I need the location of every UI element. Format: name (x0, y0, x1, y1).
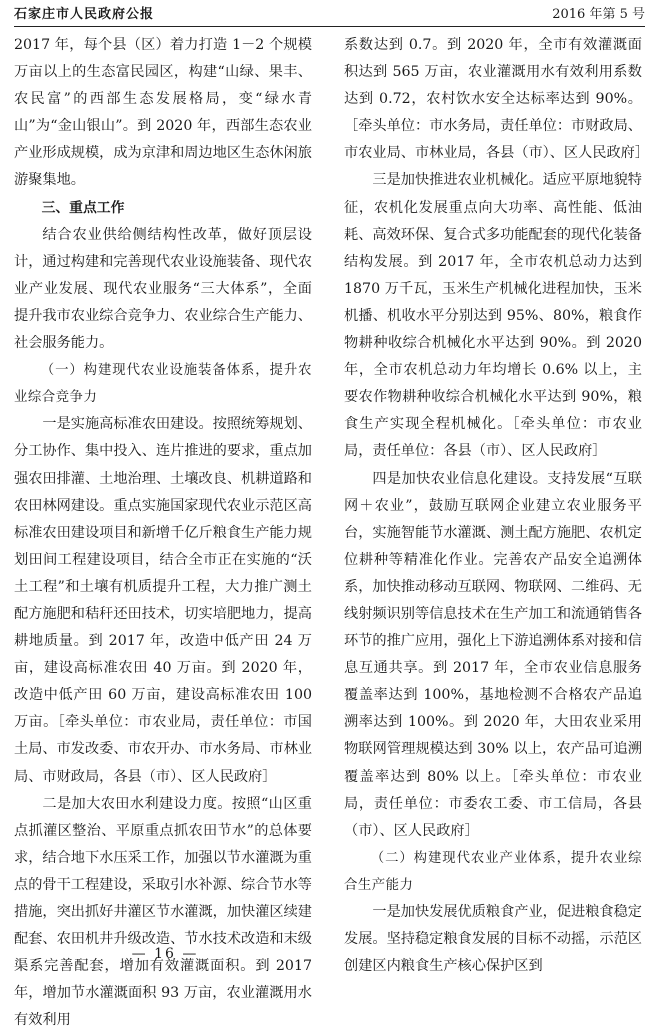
paragraph: 四是加快农业信息化建设。支持发展“互联网＋农业”，鼓励互联网企业建立农业服务平台，实施智能节水灌溉、测土配方施肥、农机定位耕种等精准化作业。完善农产品安全追溯体系，加快推动移动互联网、物联网、二维码、无线射频识别等信息技术在生产加工和流通销售各环节的推广应用，强化上下游追溯体系对接和信息互通共享。到 2017 年，全市农业信息服务覆盖率达到 100%，基地检测不合格农产品追溯率达到 100%。到 2020 年，大田农业采用物联网管理规模达到 30% 以上，农产品可追溯覆盖率达到 80% 以上。［牵头单位：市农业局，责任单位：市委农工委、市工信局，各县（市）、区人民政府］ (344, 470, 642, 839)
paragraph: 2017 年，每个县（区）着力打造 1－2 个规模万亩以上的生态富民园区，构建“山绿、果丰、农民富”的西部生态发展格局，变“绿水青山”为“金山银山”。到 2020 年，西部生态农业产业形成规模，成为京津和周边地区生态休闲旅游聚集地。 (14, 37, 312, 189)
section-heading: 三、重点工作 (41, 199, 125, 216)
page-header (14, 4, 645, 27)
paragraph: 二是加大农田水利建设力度。按照“山区重点抓灌区整治、平原重点抓农田节水”的总体要求，结合地下水压采工作，加强以节水灌溉为重点的骨干工程建设，采取引水补源、综合节水等措施，突出抓好井灌区节水灌溉，加快灌区续建配套、农田机井升级改造、节水技术改造和末级渠系完善配套，增加有效灌溉面积。到 2017 年，增加节水灌溉面积 93 万亩，农业灌溉用水有效利用 (14, 795, 312, 1029)
subsection-heading: （一）构建现代农业设施装备体系，提升农业综合竞争力 (14, 363, 312, 406)
paragraph: 系数达到 0.7。到 2020 年，全市有效灌溉面积达到 565 万亩，农业灌溉用水有效利用系数达到 0.72，农村饮水安全达标率达到 90%。［牵头单位：市水务局，责任单位：市财政局、市农业局、市林业局，各县（市）、区人民政府］ (344, 37, 650, 162)
paragraph: 一是实施高标准农田建设。按照统筹规划、分工协作、集中投入、连片推进的要求，重点加强农田排灌、土地治理、土壤改良、机耕道路和农田林网建设。重点实施国家现代农业示范区高标准农田建设项目和新增千亿斤粮食生产能力规划田间工程建设项目，结合全市正在实施的“沃土工程”和土壤有机质提升工程，大力推广测土配方施肥和秸秆还田技术，切实培肥地力，提高耕地质量。到 2017 年，改造中低产田 24 万亩，建设高标准农田 40 万亩。到 2020 年，改造中低产田 60 万亩，建设高标准农田 100 万亩。［牵头单位：市农业局，责任单位：市国土局、市发改委、市农开办、市水务局、市林业局、市财政局，各县（市）、区人民政府］ (14, 416, 312, 785)
paragraph: 三是加快推进农业机械化。适应平原地貌特征，农机化发展重点向大功率、高性能、低油耗、高效环保、复合式多功能配套的现代化装备结构发展。到 2017 年，全市农机总动力达到 1870 万千瓦，玉米生产机械化进程加快，玉米机播、机收水平分别达到 95%、80%，粮食作物耕种收综合机械化水平达到 90%。到 2020 年，全市农机总动力年均增长 0.6% 以上，主要农作物耕种收综合机械化水平达到 90%，粮食生产实现全程机械化。［牵头单位：市农业局，责任单位：各县（市）、区人民政府］ (344, 172, 642, 460)
paragraph: 一是加快发展优质粮食产业，促进粮食稳定发展。坚持稳定粮食发展的目标不动摇，示范区创建区内粮食生产核心保护区到 (344, 904, 642, 975)
paragraph: 结合农业供给侧结构性改革，做好顶层设计，通过构建和完善现代农业设施装备、现代农业产业发展、现代农业服务“三大体系”，全面提升我市农业综合竞争力、农业综合生产能力、社会服务能力。 (14, 226, 312, 352)
page-number: — 16 — (131, 946, 199, 962)
publication-title: 石家庄市人民政府公报 (14, 7, 155, 22)
issue-number: 2016 年第 5 号 (552, 7, 645, 22)
right-column (344, 32, 650, 975)
subsection-heading: （二）构建现代农业产业体系，提升农业综合生产能力 (344, 850, 642, 893)
